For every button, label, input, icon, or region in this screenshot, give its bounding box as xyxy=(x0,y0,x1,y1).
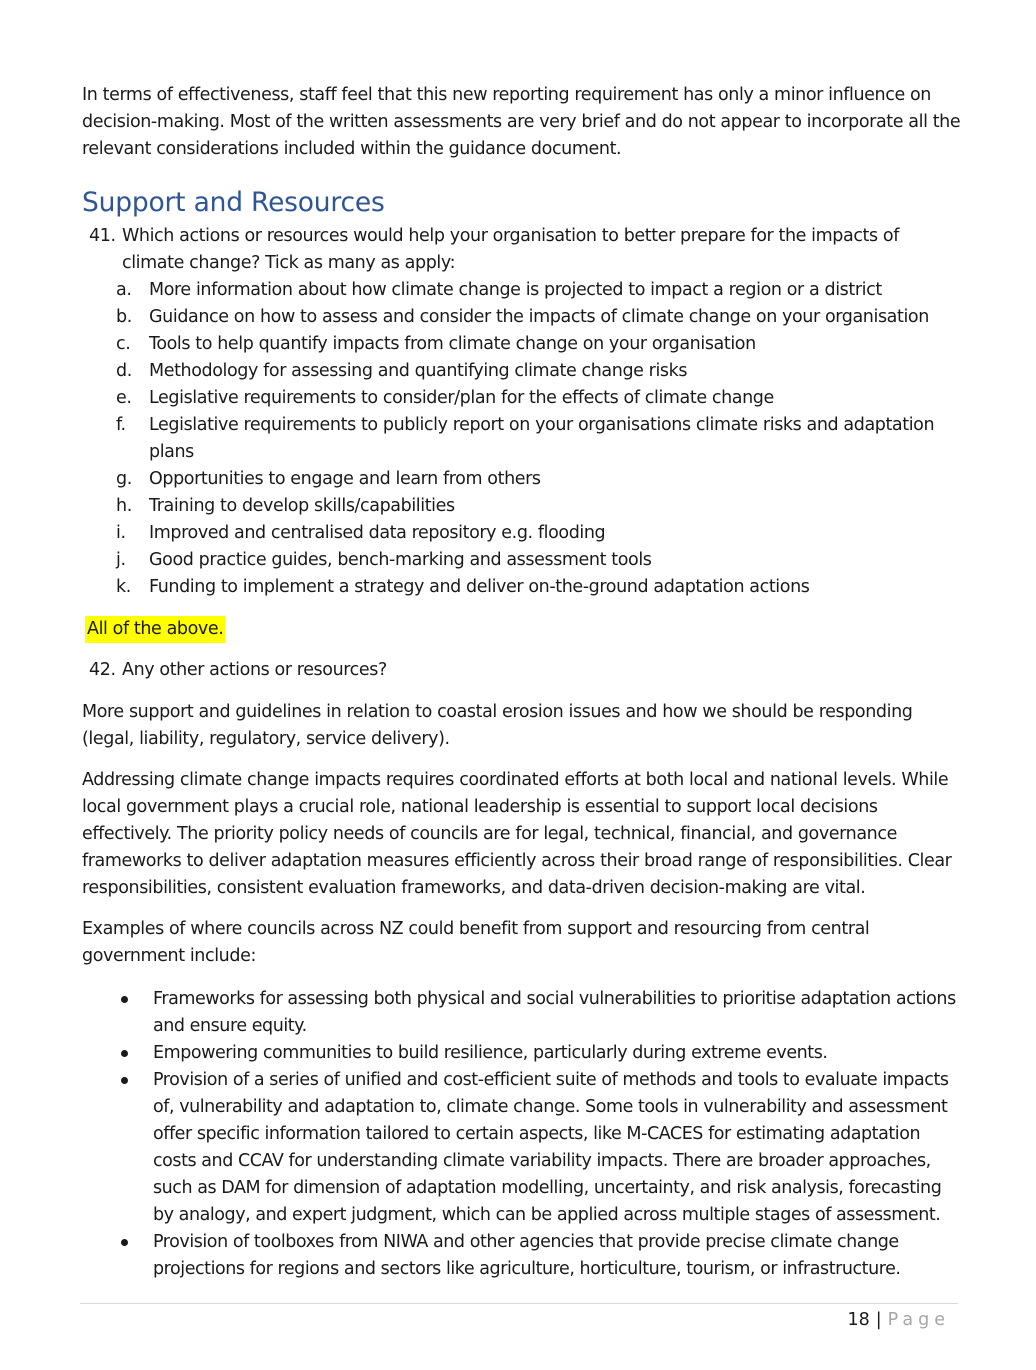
footer-separator: | xyxy=(875,1310,882,1330)
option-k xyxy=(116,574,956,601)
option-marker: d. xyxy=(116,361,132,381)
answer-paragraph-1: More support and guidelines in relation to coastal erosion issues and how we should be responding (legal, liability, regulatory, service delivery). xyxy=(82,702,913,749)
page-footer xyxy=(847,1306,950,1334)
bullet-text: Provision of a series of unified and cost-efficient suite of methods and tools to evaluate impacts of, vulnerability and adaptation to, climate change. Some tools in vulnerability and assessment offer specific information tailored to certain aspects, like M-CACES for estimating adaptation costs and CCAV for understanding climate variability impacts. There are broader approaches, such as DAM for dimension of adaptation modelling, uncertainty, and risk analysis, forecasting by analogy, and expert judgment, which can be applied across multiple stages of assessment. xyxy=(153,1070,949,1225)
option-f xyxy=(116,412,956,466)
option-c xyxy=(116,331,956,358)
answer-paragraph-2: Addressing climate change impacts requires coordinated efforts at both local and national levels. While local government plays a crucial role, national leadership is essential to support local decisions effectively. The priority policy needs of councils are for legal, technical, financial, and governance frameworks to deliver adaptation measures efficiently across their broad range of responsibilities. Clear responsibilities, consistent evaluation frameworks, and data-driven decision-making are vital. xyxy=(82,770,952,898)
bullet-item xyxy=(116,1229,962,1283)
footer-divider xyxy=(80,1303,958,1304)
answer-paragraph-3: Examples of where councils across NZ could benefit from support and resourcing from central government include: xyxy=(82,919,870,966)
option-text: Legislative requirements to consider/plan for the effects of climate change xyxy=(149,388,774,408)
option-j xyxy=(116,547,956,574)
option-marker: h. xyxy=(116,496,132,516)
option-g xyxy=(116,466,956,493)
option-text: More information about how climate change is projected to impact a region or a district xyxy=(149,280,882,300)
option-text: Funding to implement a strategy and deliver on-the-ground adaptation actions xyxy=(149,577,810,597)
bullet-text: Empowering communities to build resilience, particularly during extreme events. xyxy=(153,1043,828,1063)
option-d xyxy=(116,358,956,385)
bullet-icon xyxy=(121,1239,128,1246)
question-42-text: Any other actions or resources? xyxy=(122,660,387,680)
question-41-number: 41. xyxy=(89,226,116,246)
option-text: Methodology for assessing and quantifying climate change risks xyxy=(149,361,688,381)
option-marker: b. xyxy=(116,307,132,327)
intro-paragraph: In terms of effectiveness, staff feel that this new reporting requirement has only a minor influence on decision-making. Most of the written assessments are very brief and do not appear to incorporate all the relevant considerations included within the guidance document. xyxy=(82,85,961,159)
option-marker: c. xyxy=(116,334,131,354)
option-b xyxy=(116,304,956,331)
option-text: Improved and centralised data repository e.g. flooding xyxy=(149,523,606,543)
question-41-options xyxy=(116,277,956,601)
highlighted-answer: All of the above. xyxy=(85,616,225,643)
option-marker: j. xyxy=(116,550,126,570)
option-text: Legislative requirements to publicly report on your organisations climate risks and adaptation plans xyxy=(149,415,935,462)
option-e xyxy=(116,385,956,412)
bullet-icon xyxy=(121,1050,128,1057)
page-number: 18 xyxy=(847,1310,870,1330)
question-41-text: Which actions or resources would help your organisation to better prepare for the impacts of climate change? Tick as many as apply: xyxy=(122,226,899,273)
option-marker: a. xyxy=(116,280,132,300)
option-marker: e. xyxy=(116,388,132,408)
bullet-item xyxy=(116,986,962,1040)
option-text: Opportunities to engage and learn from others xyxy=(149,469,541,489)
option-marker: g. xyxy=(116,469,132,489)
question-41 xyxy=(89,223,949,277)
bullet-text: Provision of toolboxes from NIWA and other agencies that provide precise climate change projections for regions and sectors like agriculture, horticulture, tourism, or infrastructure. xyxy=(153,1232,901,1279)
question-42-number: 42. xyxy=(89,660,116,680)
question-42 xyxy=(89,657,949,684)
option-marker: f. xyxy=(116,415,126,435)
support-bullet-list xyxy=(116,986,962,1283)
option-h xyxy=(116,493,956,520)
bullet-item xyxy=(116,1067,962,1229)
option-marker: k. xyxy=(116,577,131,597)
section-heading: Support and Resources xyxy=(82,187,385,218)
bullet-text: Frameworks for assessing both physical and social vulnerabilities to prioritise adaptation actions and ensure equity. xyxy=(153,989,956,1036)
option-text: Training to develop skills/capabilities xyxy=(149,496,455,516)
option-text: Good practice guides, bench-marking and assessment tools xyxy=(149,550,652,570)
option-i xyxy=(116,520,956,547)
bullet-icon xyxy=(121,996,128,1003)
page-label: Page xyxy=(887,1310,950,1330)
bullet-item xyxy=(116,1040,962,1067)
option-a xyxy=(116,277,956,304)
option-text: Guidance on how to assess and consider the impacts of climate change on your organisation xyxy=(149,307,929,327)
option-marker: i. xyxy=(116,523,126,543)
option-text: Tools to help quantify impacts from climate change on your organisation xyxy=(149,334,756,354)
bullet-icon xyxy=(121,1077,128,1084)
